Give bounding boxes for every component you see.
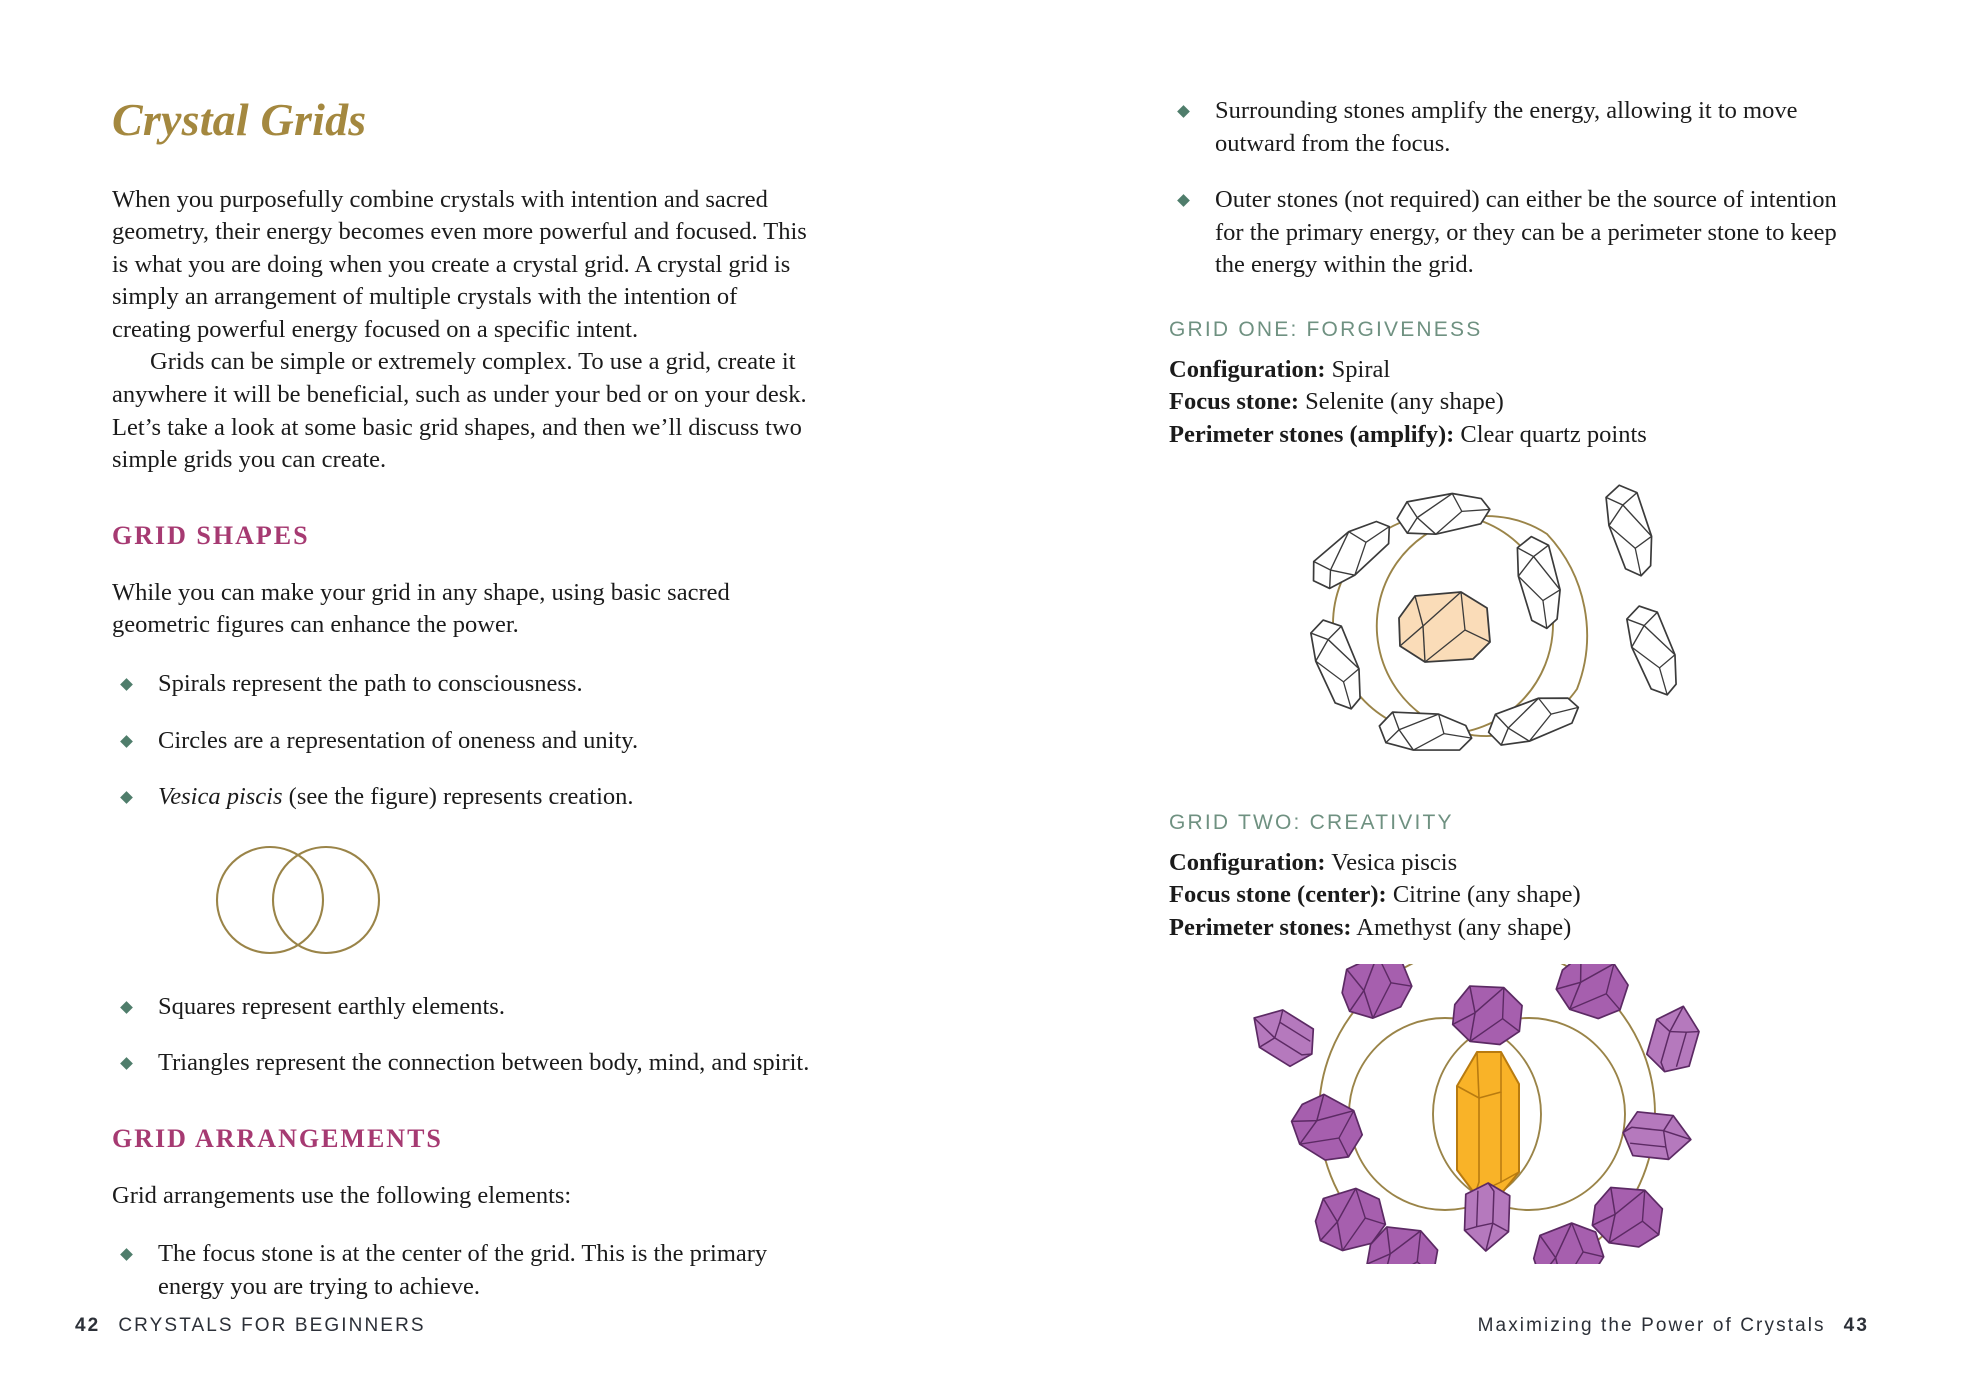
heading-grid-arrangements: GRID ARRANGEMENTS bbox=[112, 1123, 443, 1153]
continued-bullet-list bbox=[1169, 95, 1869, 282]
bullet-diamond-icon bbox=[120, 678, 133, 691]
spec-label: Perimeter stones: bbox=[1169, 913, 1352, 941]
perimeter-stone-amethyst bbox=[1334, 964, 1417, 1025]
perimeter-stone-quartz bbox=[1599, 480, 1661, 580]
intro-paragraph-1: When you purposefully combine crystals with intention and sacred geometry, their energy becomes even more powerful and focused. This is what you are doing when you create a crystal grid. A crystal grid is simply an arrangement of multiple crystals with the intention of creating powerful energy focused on a specific intent. bbox=[112, 185, 807, 343]
grid-two-block bbox=[1169, 811, 1869, 945]
footer-right bbox=[1478, 1315, 1869, 1337]
perimeter-stone-amethyst bbox=[1590, 1184, 1664, 1250]
list-item bbox=[112, 991, 812, 1024]
grid-one-illustration bbox=[1247, 474, 1869, 769]
list-item bbox=[112, 725, 812, 758]
focus-stone-selenite bbox=[1399, 592, 1490, 662]
spec-label: Configuration: bbox=[1169, 848, 1326, 876]
page-title: Crystal Grids bbox=[112, 94, 367, 145]
perimeter-stone-amethyst bbox=[1464, 1183, 1510, 1252]
perimeter-stone-quartz bbox=[1378, 709, 1474, 755]
grid-one-spec-configuration bbox=[1169, 354, 1869, 387]
spec-value: Citrine (any shape) bbox=[1386, 881, 1581, 909]
focus-stone-citrine bbox=[1457, 1052, 1519, 1194]
spec-label: Configuration: bbox=[1169, 355, 1326, 383]
vesica-piscis-figure bbox=[208, 844, 812, 961]
list-item-text: Spirals represent the path to consciousness. bbox=[158, 669, 583, 697]
footer-left bbox=[75, 1315, 426, 1337]
spec-label: Perimeter stones (amplify): bbox=[1169, 421, 1455, 449]
perimeter-stone-amethyst bbox=[1621, 1111, 1693, 1162]
grid-two-spec-focus-stone bbox=[1169, 879, 1869, 912]
list-item bbox=[112, 1047, 812, 1080]
heading-grid-one: GRID ONE: FORGIVENESS bbox=[1169, 317, 1483, 341]
spec-label: Focus stone: bbox=[1169, 388, 1299, 416]
footer-page-number: 42 bbox=[75, 1315, 101, 1336]
bullet-diamond-icon bbox=[1177, 105, 1190, 118]
list-item-vesica bbox=[112, 781, 812, 814]
list-item-text: Triangles represent the connection between body, mind, and spirit. bbox=[158, 1049, 810, 1077]
grid-one-spec-focus-stone bbox=[1169, 386, 1869, 419]
footer-book-title: CRYSTALS FOR BEGINNERS bbox=[118, 1315, 426, 1336]
right-page-column bbox=[1169, 95, 1869, 1269]
grid-two-spec-configuration bbox=[1169, 847, 1869, 880]
spec-value: Spiral bbox=[1325, 355, 1391, 383]
grid-shapes-bullet-list-bottom bbox=[112, 991, 812, 1080]
grid-one-block bbox=[1169, 318, 1869, 452]
bullet-diamond-icon bbox=[120, 791, 133, 804]
grid-two-spec-perimeter-stones bbox=[1169, 912, 1869, 945]
bullet-diamond-icon bbox=[1177, 194, 1190, 207]
spec-value: Vesica piscis bbox=[1325, 848, 1458, 876]
list-item-text: Outer stones (not required) can either be the source of intention for the primary energy, or they can be a perimeter stone to keep the energy within the grid. bbox=[1215, 186, 1837, 279]
vesica-piscis-term: Vesica piscis bbox=[158, 783, 283, 811]
grid-one-spec-perimeter-stones bbox=[1169, 419, 1869, 452]
bullet-diamond-icon bbox=[120, 1057, 133, 1070]
bullet-diamond-icon bbox=[120, 735, 133, 748]
list-item bbox=[1169, 95, 1869, 160]
perimeter-stone-amethyst bbox=[1284, 1086, 1371, 1170]
grid-two-illustration bbox=[1187, 964, 1869, 1269]
perimeter-stone-quartz bbox=[1483, 687, 1583, 752]
left-page-column bbox=[112, 95, 812, 1304]
vesica-grid-diagram bbox=[1187, 964, 1787, 1264]
list-item-text: Surrounding stones amplify the energy, allowing it to move outward from the focus. bbox=[1215, 97, 1798, 157]
list-item-text: The focus stone is at the center of the grid. This is the primary energy you are trying to achieve. bbox=[158, 1240, 768, 1300]
list-item-text: Circles are a representation of oneness and unity. bbox=[158, 726, 639, 754]
perimeter-stone-quartz bbox=[1303, 614, 1371, 714]
spiral-grid-diagram bbox=[1247, 474, 1727, 764]
perimeter-stone-amethyst bbox=[1243, 1000, 1324, 1073]
spec-value: Selenite (any shape) bbox=[1298, 388, 1504, 416]
bullet-diamond-icon bbox=[120, 1249, 133, 1262]
right-page bbox=[1140, 0, 1969, 1396]
grid-shapes-bullet-list-top bbox=[112, 668, 812, 814]
vesica-piscis-diagram bbox=[208, 844, 416, 956]
bullet-diamond-icon bbox=[120, 1001, 133, 1014]
perimeter-stone-amethyst bbox=[1451, 983, 1524, 1047]
footer-page-number: 43 bbox=[1843, 1315, 1869, 1336]
list-item bbox=[1169, 184, 1869, 282]
perimeter-stone-quartz bbox=[1619, 600, 1687, 700]
list-item-text: Squares represent earthly elements. bbox=[158, 992, 505, 1020]
grid-arrangements-bullet-list bbox=[112, 1238, 812, 1303]
perimeter-stone-amethyst bbox=[1643, 1001, 1704, 1078]
perimeter-stone-quartz bbox=[1395, 488, 1492, 539]
heading-grid-shapes: GRID SHAPES bbox=[112, 520, 310, 550]
vesica-circle-right bbox=[273, 847, 379, 953]
vesica-piscis-rest: (see the figure) represents creation. bbox=[282, 783, 634, 811]
perimeter-stone-amethyst bbox=[1552, 964, 1633, 1024]
spec-value: Amethyst (any shape) bbox=[1351, 913, 1572, 941]
footer-chapter-title: Maximizing the Power of Crystals bbox=[1477, 1315, 1826, 1336]
grid-shapes-intro: While you can make your grid in any shape, using basic sacred geometric figures can enhance the power. bbox=[112, 578, 730, 639]
list-item bbox=[112, 1238, 812, 1303]
grid-arrangements-intro: Grid arrangements use the following elements: bbox=[112, 1181, 572, 1209]
spec-value: Clear quartz points bbox=[1454, 421, 1647, 449]
intro-paragraph-2: Grids can be simple or extremely complex. To use a grid, create it anywhere it will be beneficial, such as under your bed or on your desk. Let’s take a look at some basic grid shapes, and then we’ll discuss two simple grids you can create. bbox=[112, 348, 807, 474]
heading-grid-two: GRID TWO: CREATIVITY bbox=[1169, 810, 1454, 834]
vesica-circle-left bbox=[217, 847, 323, 953]
list-item bbox=[112, 668, 812, 701]
spec-label: Focus stone (center): bbox=[1169, 881, 1387, 909]
